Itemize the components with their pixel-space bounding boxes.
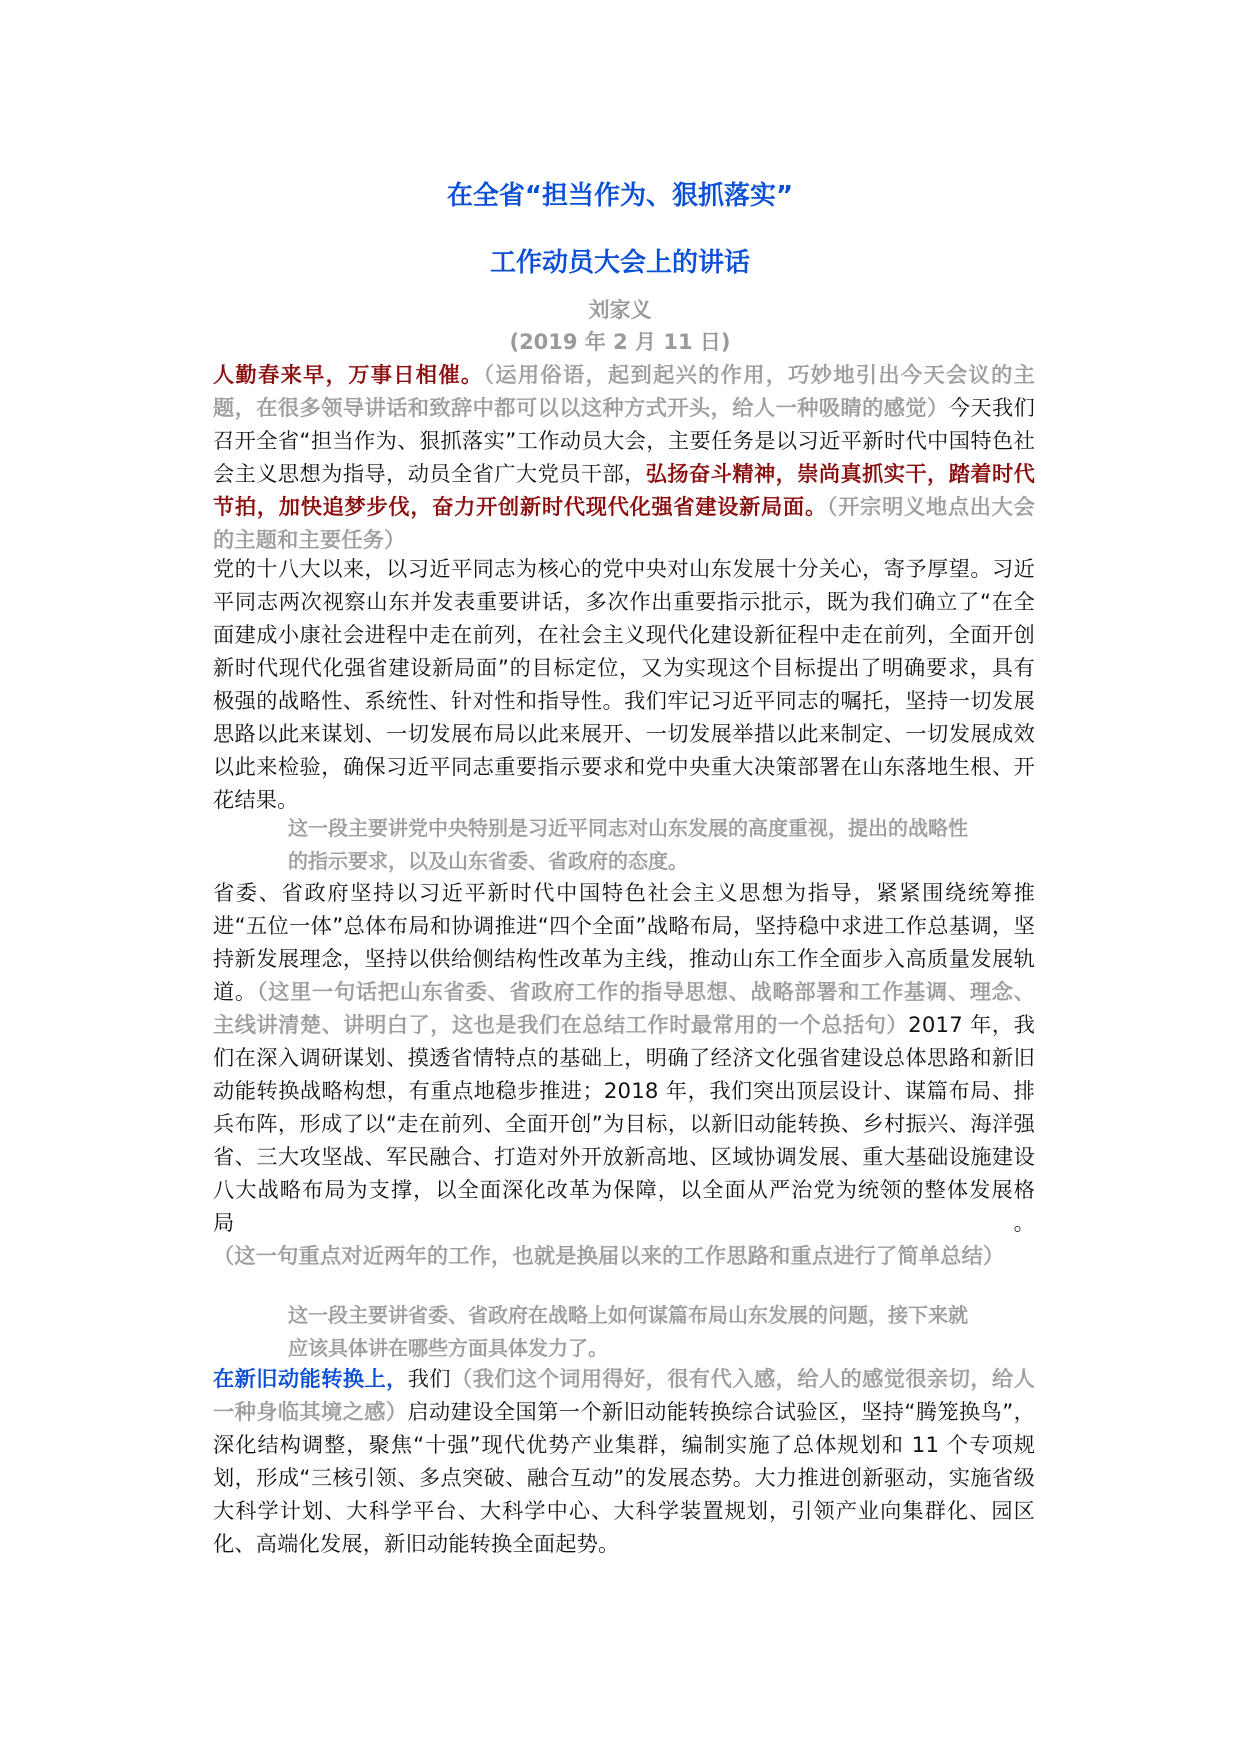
speech-date: (2019 年 2 月 11 日) bbox=[509, 330, 731, 354]
paragraph-central-guidance bbox=[213, 552, 1035, 816]
section-lead: 在新旧动能转换上， bbox=[213, 1366, 408, 1391]
annotation: （这一句重点对近两年的工作，也就是换届以来的工作思路和重点进行了简单总结） bbox=[213, 1243, 1005, 1268]
body-text: 今天我们召开全省“担当作为、狠抓落实”工作动员大会，主要任务是以习近平新时代中国特色社会主义思想为指导，动员全省广大党员干部， bbox=[213, 395, 1035, 486]
doc-title-line2: 工作动员大会上的讲话 bbox=[489, 248, 750, 278]
body-text: 2017 年，我们在深入调研谋划、摸透省情特点的基础上，明确了经济文化强省建设总体思路和新旧动能转换战略构想，有重点地稳步推进；2018 年，我们突出顶层设计、谋篇布局、排兵布阵，形成了以“走在前列、全面开创”为目标，以新旧动能转换、乡村振兴、海洋强省、三大攻坚战、军民融合、打造对外开放新高地、区域协调发展、重大基础设施建设八大战略布局为支撑，以全面深化改革为保障，以全面从严治党为统领的整体发展格局。 bbox=[213, 1012, 1035, 1235]
commentary-block: 这一段主要讲省委、省政府在战略上如何谋篇布局山东发展的问题，接下来就应该具体讲在哪些方面具体发力了。 bbox=[288, 1303, 968, 1360]
annotation: （开宗明义地点出大会的主题和主要任务） bbox=[213, 494, 1035, 552]
doc-title-line1: 在全省“担当作为、狠抓落实” bbox=[446, 181, 794, 211]
annotation: （这里一句话把山东省委、省政府工作的指导思想、战略部署和工作基调、理念、主线讲清楚、讲明白了，这也是我们在总结工作时最常用的一个总括句） bbox=[213, 979, 1035, 1037]
commentary-block: 这一段主要讲党中央特别是习近平同志对山东发展的高度重视，提出的战略性的指示要求，以及山东省委、省政府的态度。 bbox=[288, 816, 968, 873]
emphasis-text: 弘扬奋斗精神，崇尚真抓实干，踏着时代节拍，加快追梦步伐，奋力开创新时代现代化强省建设新局面。 bbox=[213, 461, 1035, 519]
body-text: 启动建设全国第一个新旧动能转换综合试验区，坚持“腾笼换鸟”，深化结构调整，聚焦“十强”现代优势产业集群，编制实施了总体规划和 11 个专项规划，形成“三核引领、多点突破、融合互动”的发展态势。大力推进创新驱动，实施省级大科学计划、大科学平台、大科学中心、大科学装置规划，引领产业向集群化、园区化、高端化发展，新旧动能转换全面起势。 bbox=[213, 1399, 1035, 1556]
paragraph-opening bbox=[213, 358, 1035, 556]
annotation: （运用俗语，起到起兴的作用，巧妙地引出今天会议的主题，在很多领导讲话和致辞中都可以以这种方式开头，给人一种吸睛的感觉） bbox=[213, 362, 1035, 420]
opening-phrase: 人勤春来早，万事日相催。 bbox=[213, 362, 484, 387]
annotation: （我们这个词用得好，很有代入感，给人的感觉很亲切，给人一种身临其境之感） bbox=[213, 1366, 1035, 1424]
body-text: 党的十八大以来，以习近平同志为核心的党中央对山东发展十分关心，寄予厚望。习近平同志两次视察山东并发表重要讲话，多次作出重要指示批示，既为我们确立了“在全面建成小康社会进程中走在前列，在社会主义现代化建设新征程中走在前列，全面开创新时代现代化强省建设新局面”的目标定位，又为实现这个目标提出了明确要求，具有极强的战略性、系统性、针对性和指导性。我们牢记习近平同志的嘱托，坚持一切发展思路以此来谋划、一切发展布局以此来展开、一切发展举措以此来制定、一切发展成效以此来检验，确保习近平同志重要指示要求和党中央重大决策部署在山东落地生根、开花结果。 bbox=[213, 556, 1035, 812]
body-text: 省委、省政府坚持以习近平新时代中国特色社会主义思想为指导，紧紧围绕统筹推进“五位一体”总体布局和协调推进“四个全面”战略布局，坚持稳中求进工作总基调，坚持新发展理念，坚持以供给侧结构性改革为主线，推动山东工作全面步入高质量发展轨道。 bbox=[213, 880, 1035, 1004]
author: 刘家义 bbox=[588, 298, 652, 322]
body-text: 我们 bbox=[407, 1366, 452, 1391]
paragraph-kinetic-energy bbox=[213, 1362, 1035, 1560]
paragraph-provincial-strategy bbox=[213, 876, 1035, 1272]
